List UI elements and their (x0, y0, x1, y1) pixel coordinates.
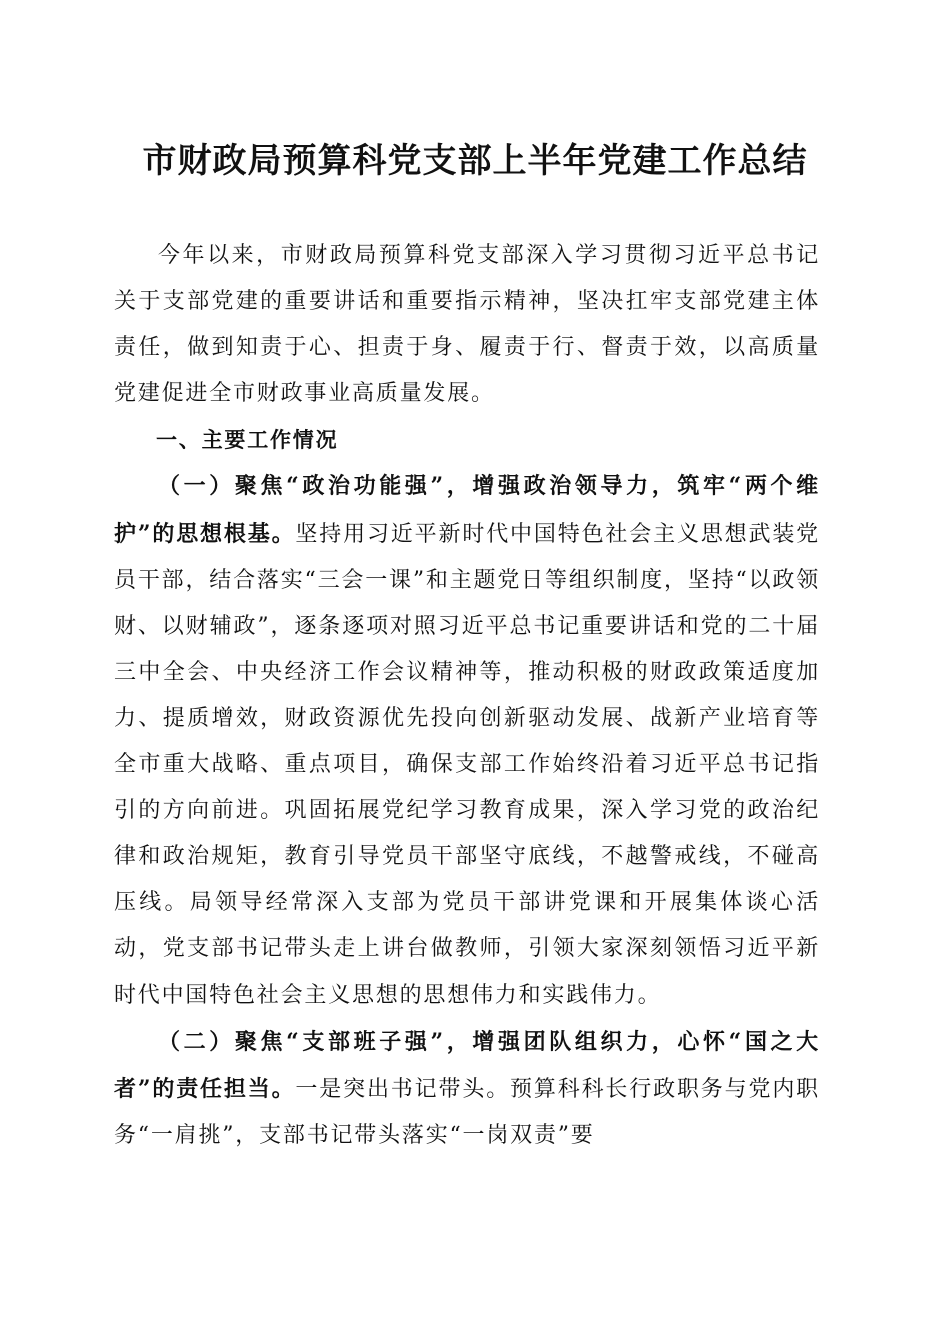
section-heading: 一、主要工作情况 (156, 428, 339, 453)
item-1-paragraph (114, 463, 820, 1018)
document-body (114, 233, 820, 1159)
item-2-paragraph (114, 1019, 820, 1159)
item-1-text: 坚持用习近平新时代中国特色社会主义思想武装党员干部，结合落实“三会一课”和主题党日等组织制度，坚持“以政领财、以财辅政”，逐条逐项对照习近平总书记重要讲话和党的二十届三中全会、中央经济工作会议精神等，推动积极的财政政策适度加力、提质增效，财政资源优先投向创新驱动发展、战新产业培育等全市重大战略、重点项目，确保支部工作始终沿着习近平总书记指引的方向前进。巩固拓展党纪学习教育成果，深入学习党的政治纪律和政治规矩，教育引导党员干部坚守底线，不越警戒线，不碰高压线。局领导经常深入支部为党员干部讲党课和开展集体谈心活动，党支部书记带头走上讲台做教师，引领大家深刻领悟习近平新时代中国特色社会主义思想的思想伟力和实践伟力。 (114, 521, 820, 1008)
item-1-lead: （一）聚焦“政治功能强”，增强政治领导力，筑牢“两个维护”的思想根基。 (114, 473, 820, 547)
item-2-text: 一是突出书记带头。预算科科长行政职务与党内职务“一肩挑”，支部书记带头落实“一岗双责”要 (114, 1076, 820, 1148)
intro-paragraph: 今年以来，市财政局预算科党支部深入学习贯彻习近平总书记关于支部党建的重要讲话和重要指示精神，坚决扛牢支部党建主体责任，做到知责于心、担责于身、履责于行、督责于效，以高质量党建促进全市财政事业高质量发展。 (114, 243, 820, 407)
document-title: 市财政局预算科党支部上半年党建工作总结 (142, 141, 808, 181)
item-2-lead: （二）聚焦“支部班子强”，增强团队组织力，心怀“国之大者”的责任担当。 (114, 1028, 820, 1102)
